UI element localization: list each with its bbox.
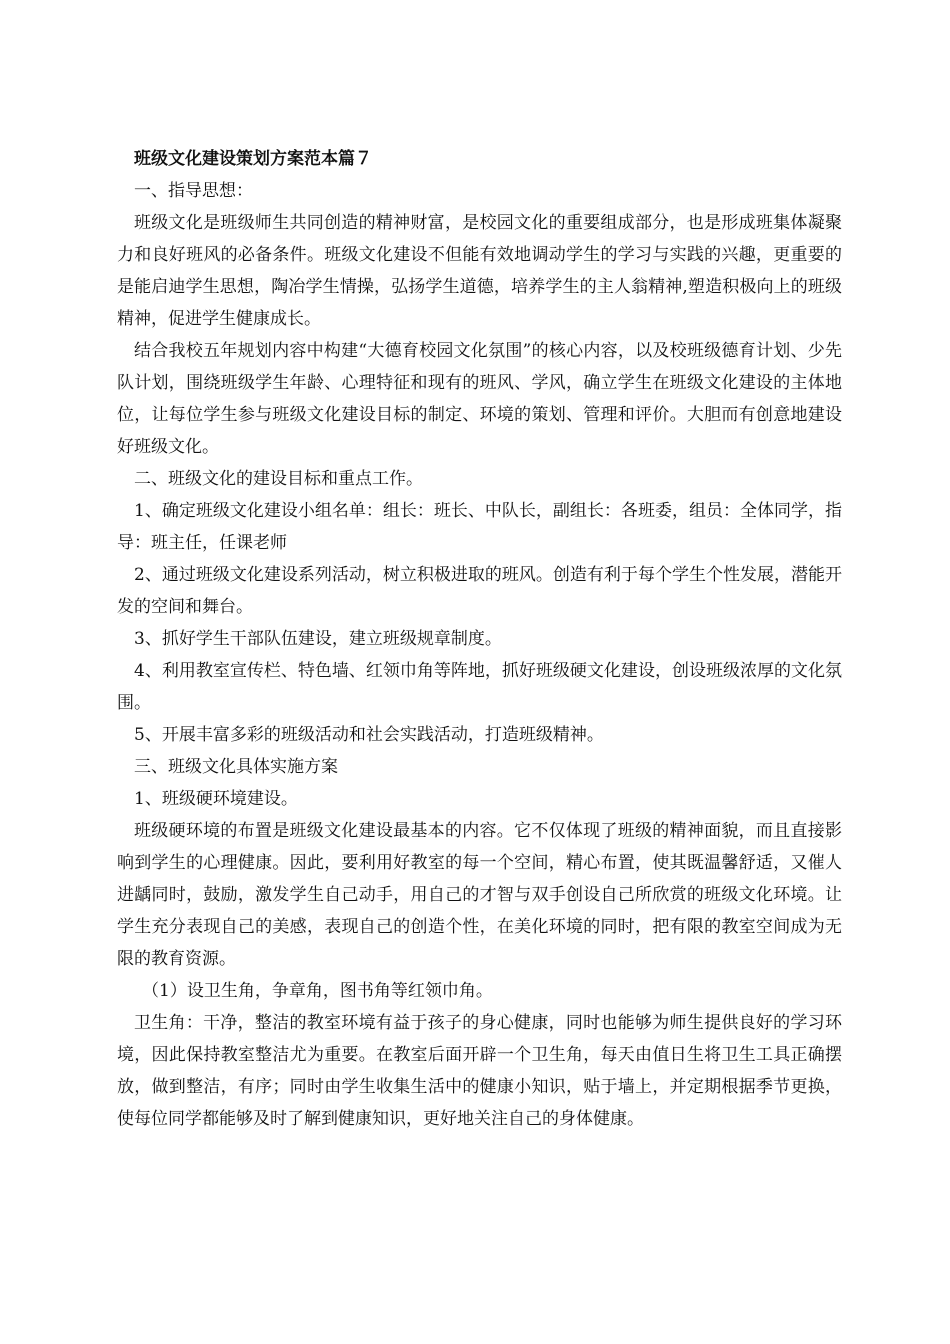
document-title: 班级文化建设策划方案范本篇７ [134,149,372,169]
list-item-goal-5: 5、开展丰富多彩的班级活动和社会实践活动，打造班级精神。 [134,725,604,745]
paragraph-five-year-plan: 结合我校五年规划内容中构建“大德育校园文化氛围”的核心内容，以及校班级德育计划、少先队计划，围绕班级学生年龄、心理特征和现有的班风、学风，确立学生在班级文化建设的主体地位，让每位学生参与班级文化建设目标的制定、环境的策划、管理和评价。大胆而有创意地建设好班级文化。 [117,341,842,457]
paragraph-class-culture-intro: 班级文化是班级师生共同创造的精神财富，是校园文化的重要组成部分，也是形成班集体凝聚力和良好班风的必备条件。班级文化建设不但能有效地调动学生的学习与实践的兴趣，更重要的是能启迪学生思想，陶冶学生情操，弘扬学生道德，培养学生的主人翁精神,塑造积极向上的班级精神，促进学生健康成长。 [117,213,842,329]
paragraph-hygiene-corner: 卫生角：干净，整洁的教室环境有益于孩子的身心健康，同时也能够为师生提供良好的学习环境，因此保持教室整洁尤为重要。在教室后面开辟一个卫生角，每天由值日生将卫生工具正确摆放，做到整洁，有序；同时由学生收集生活中的健康小知识，贴于墙上，并定期根据季节更换，使每位同学都能够及时了解到健康知识，更好地关注自己的身体健康。 [117,1013,842,1129]
subheading-hard-environment: 1、班级硬环境建设。 [134,789,298,809]
section-heading-goals: 二、班级文化的建设目标和重点工作。 [134,469,423,489]
paragraph-hard-environment: 班级硬环境的布置是班级文化建设最基本的内容。它不仅体现了班级的精神面貌，而且直接影响到学生的心理健康。因此，要利用好教室的每一个空间，精心布置，使其既温馨舒适，又催人进龋同时，鼓励，激发学生自己动手，用自己的才智与双手创设自己所欣赏的班级文化环境。让学生充分表现自己的美感，表现自己的创造个性，在美化环境的同时，把有限的教室空间成为无限的教育资源。 [117,821,842,969]
document-page [117,143,842,1135]
section-heading-implementation: 三、班级文化具体实施方案 [134,757,338,777]
list-item-goal-2: 2、通过班级文化建设系列活动，树立积极进取的班风。创造有利于每个学生个性发展，潜能开发的空间和舞台。 [117,565,842,617]
section-heading-guiding-ideology: 一、指导思想： [134,181,253,201]
subheading-corners: （1）设卫生角，争章角，图书角等红领巾角。 [142,981,493,1001]
list-item-goal-3: 3、抓好学生干部队伍建设，建立班级规章制度。 [134,629,502,649]
list-item-goal-4: 4、利用教室宣传栏、特色墙、红领巾角等阵地，抓好班级硬文化建设，创设班级浓厚的文化氛围。 [117,661,842,713]
list-item-goal-1: 1、确定班级文化建设小组名单：组长：班长、中队长，副组长：各班委，组员：全体同学，指导：班主任，任课老师 [117,501,842,553]
